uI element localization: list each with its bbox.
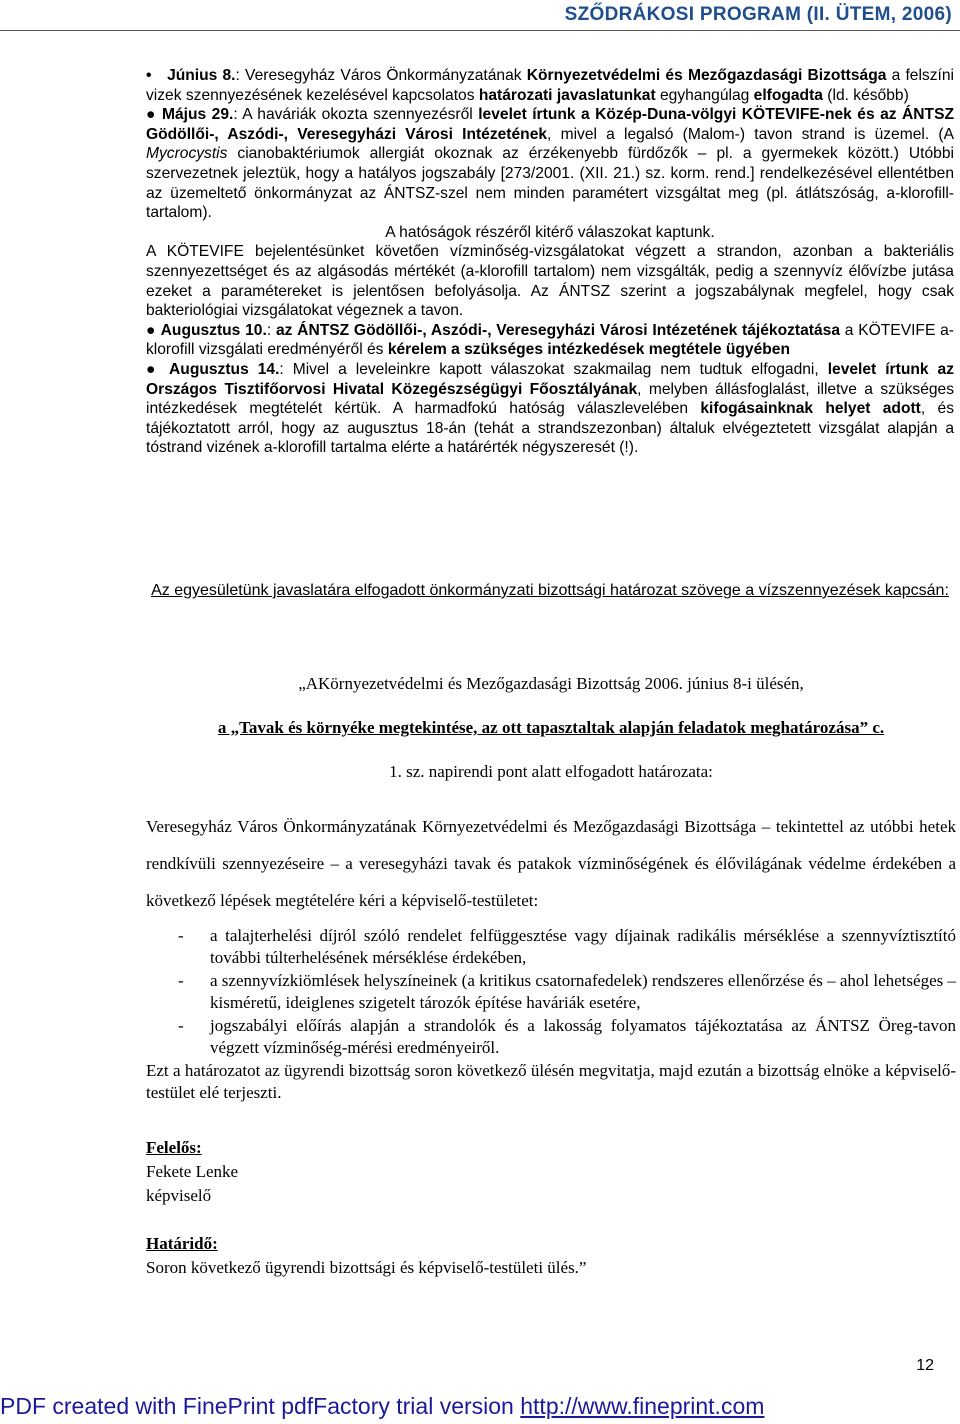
entry-text: az ÁNTSZ Gödöllői-, Aszódi-, Veresegyházi Városi Intézetének tájékoztatása — [275, 321, 841, 339]
entry-text: a felszíni vizek szennyezésének kezelésével kapcsolatos — [146, 67, 954, 104]
bullet-dot-icon: ● — [146, 360, 170, 378]
entry-text: levelet írtunk az Országos Tisztifőorvosi Hivatal Közegészségügyi Főosztályának — [146, 360, 954, 398]
bullet-dot-icon: ● — [146, 106, 163, 124]
activity-log — [146, 66, 954, 458]
resolution-intro-block — [146, 672, 956, 784]
bullet-dot-icon: • — [146, 67, 168, 84]
footer-text: PDF created with FinePrint pdfFactory trial version — [0, 1393, 521, 1419]
entry-text: kifogásainknak helyet adott — [700, 400, 921, 418]
entry-text: egyhangúlag — [655, 86, 754, 104]
resolution-body-block — [146, 808, 956, 1280]
page-number: 12 — [916, 1357, 934, 1374]
entry-text: A hatóságok részéről kitérő válaszokat kaptunk. — [385, 223, 715, 241]
entry-text: Május 29. — [162, 106, 234, 124]
resolution-agenda-number: 1. sz. napirendi pont alatt elfogadott határozata: — [389, 762, 713, 781]
entry-text: (ld. később) — [822, 86, 909, 104]
entry-text: cianobaktériumok allergiát okoznak az érzékenyebb fürdőzők – pl. a gyermekek között.) Utóbbi szervezetnek jeleztük, hogy a hatályos jogszabály [273/2001. (XII. 21.) sz. korm. rend.] rendelkezésével ellentétben az üzemeltető önkormányzat az ÁNTSZ-szel nem minden paramétert vizsgáltat meg (pl. átlátszóság, a-klorofill-tartalom). — [146, 145, 954, 222]
pdf-footer — [0, 1393, 764, 1420]
resolution-agenda: a „Tavak és környéke megtekintése, az ott tapasztaltak alapján feladatok meghatározása” c. — [217, 718, 885, 737]
entry-text: határozati javaslatunkat — [478, 86, 656, 104]
entry-text: Augusztus 14. — [169, 360, 280, 378]
responsible-name: Fekete Lenke — [146, 1162, 239, 1181]
entry-text: elfogadta — [753, 86, 823, 104]
entry-text: , és tájékoztatott arról, hogy az augusztus 18-án (tehát a strandszezonban) általuk elvégeztetett vizsgálat alapján a tóstrand vizének a-klorofill tartalma elérte a határérték négyszeresét (!). — [146, 400, 954, 457]
entry-text: A KÖTEVIFE bejelentésünket követően vízminőség-vizsgálatokat végzett a strandon, azonban a bakteriális szennyezettséget és az algásodás mértékét (a-klorofill tartalom) nem vizsgálták, pedig a szennyvíz élővízbe jutása ezeket a paramétereket is jelentősen befolyásolja. Az ÁNTSZ szerint a jogszabálynak megfelel, hogy csak bakteriológiai vizsgálatokat végeznek a tavon. — [146, 243, 954, 320]
entry-text: levelet írtunk a Közép-Duna-völgyi KÖTEVIFE-nek és az ÁNTSZ Gödöllői-, Aszódi-, Veresegyházi Városi Intézetének — [146, 106, 954, 143]
responsible-role: képviselő — [146, 1186, 212, 1205]
running-header-title: SZŐDRÁKOSI PROGRAM (II. ÜTEM, 2006) — [564, 4, 952, 25]
activity-entry — [146, 242, 954, 320]
resolution-item: - a talajterhelési díjról szóló rendelet felfüggesztése vagy díjainak radikális mérséklése a szennyvíztisztító további túlterhelésének mérséklése érdekében, — [146, 925, 956, 969]
activity-entry — [146, 360, 954, 458]
entry-text: , melyben állásfoglalást, illetve a szükséges intézkedések megtételét kértük. A harmadfokú hatóság válaszlevelében — [146, 380, 955, 418]
entry-text: kérelem a szükséges intézkedések megtétele ügyében — [387, 341, 790, 359]
entry-text: Környezetvédelmi és Mezőgazdasági Bizottsága — [526, 67, 887, 84]
entry-text: : Mivel a leveleinkre kapott válaszokat szakmailag nem tudtuk elfogadni, — [279, 360, 828, 378]
entry-text: a KÖTEVIFE a-klorofill vizsgálati eredményéről és — [146, 321, 955, 359]
entry-text: : Veresegyház Város Önkormányzatának — [235, 67, 527, 84]
activity-entry — [146, 321, 954, 360]
entry-text: Mycrocystis — [146, 145, 228, 163]
responsible-label: Felelős: — [146, 1138, 202, 1157]
activity-entry — [146, 66, 954, 105]
resolution-items — [146, 925, 956, 1059]
header-divider — [0, 30, 960, 31]
resolution-item: - jogszabályi előírás alapján a strandolók és a lakosság folyamatos tájékoztatása az ÁNTSZ Öreg-tavon végzett vízminőség-mérési eredményeiről. — [146, 1015, 956, 1059]
footer-link[interactable]: http://www.fineprint.com — [520, 1393, 765, 1419]
resolution-intro: „AKörnyezetvédelmi és Mezőgazdasági Bizottság 2006. június 8-i ülésén, — [298, 674, 804, 693]
entry-text: Augusztus 10. — [160, 321, 267, 339]
deadline-text: Soron következő ügyrendi bizottsági és képviselő-testületi ülés.” — [146, 1258, 587, 1277]
entry-text: Június 8. — [167, 67, 236, 84]
activity-entry — [146, 223, 954, 243]
resolution-closing: Ezt a határozatot az ügyrendi bizottság soron következő ülésén megvitatja, majd ezután a bizottság elnöke a képviselő-testület elé terjeszti. — [146, 1061, 956, 1102]
resolution-item: - a szennyvízkiömlések helyszíneinek (a kritikus csatornafedelek) rendszeres ellenőrzése és – ahol lehetséges – kisméretű, ideiglenes szigetelt tározók építése haváriák esetére, — [146, 970, 956, 1014]
entry-text: : — [266, 321, 276, 339]
entry-text: : A haváriák okozta szennyezésről — [233, 106, 479, 124]
deadline-label: Határidő: — [146, 1234, 218, 1253]
entry-text: , mivel a legalsó (Malom-) tavon strand is üzemel. (A — [547, 125, 954, 143]
section-title: Az egyesületünk javaslatára elfogadott önkormányzati bizottsági határozat szövege a vízszennyezések kapcsán: — [151, 582, 949, 599]
activity-entry — [146, 105, 954, 223]
resolution-body: Veresegyház Város Önkormányzatának Környezetvédelmi és Mezőgazdasági Bizottsága – tekintettel az utóbbi hetek rendkívüli szennyezéseire – a veresegyházi tavak és patakok vízminőségének és élővilágának védelme érdekében a következő lépések megtételére kéri a képviselő-testületet: — [146, 817, 956, 910]
bullet-dot-icon: ● — [146, 321, 161, 339]
